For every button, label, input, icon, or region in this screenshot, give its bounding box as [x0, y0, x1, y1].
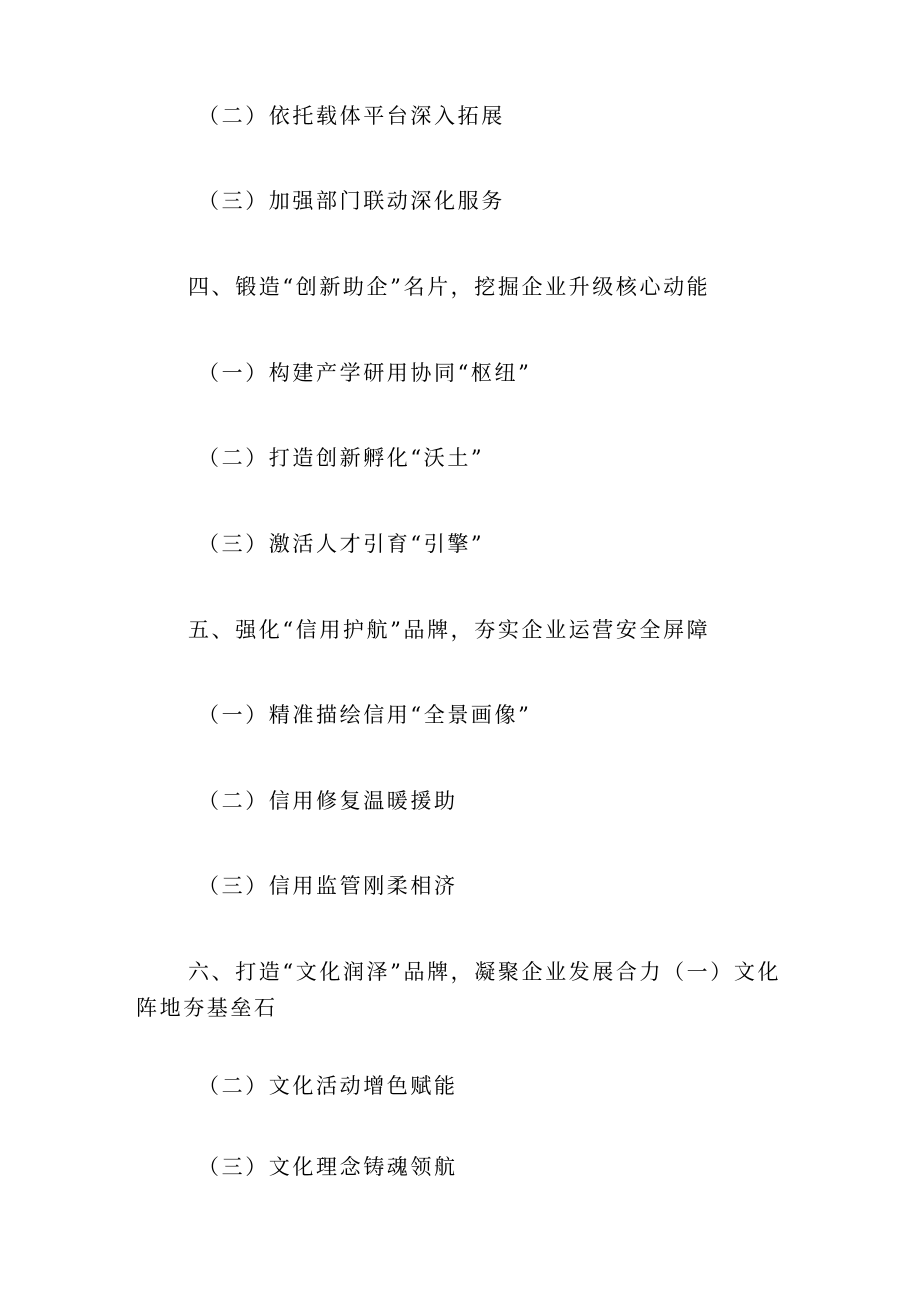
subsection-heading: （一）精准描绘信用“全景画像”: [198, 703, 532, 727]
subsection-heading: （三）信用监管刚柔相济: [198, 874, 458, 898]
subsection-heading: （二）信用修复温暖援助: [198, 789, 458, 813]
subsection-heading: （三）文化理念铸魂领航: [198, 1155, 458, 1179]
subsection-heading: （三）激活人才引育“引擎”: [198, 532, 485, 556]
subsection-heading: （一）构建产学研用协同“枢纽”: [198, 361, 532, 385]
section-heading: 五、强化“信用护航”品牌，夯实企业运营安全屏障: [188, 618, 711, 642]
section-heading-wrapped: 六、打造“文化润泽”品牌，凝聚企业发展合力（一）文化阵地夯基垒石: [136, 960, 782, 1020]
section-heading: 四、锻造“创新助企”名片，挖掘企业升级核心动能: [188, 275, 711, 299]
subsection-heading: （三）加强部门联动深化服务: [198, 189, 505, 213]
subsection-heading: （二）依托载体平台深入拓展: [198, 104, 505, 128]
subsection-heading: （二）文化活动增色赋能: [198, 1074, 458, 1098]
subsection-heading: （二）打造创新孵化“沃土”: [198, 446, 485, 470]
